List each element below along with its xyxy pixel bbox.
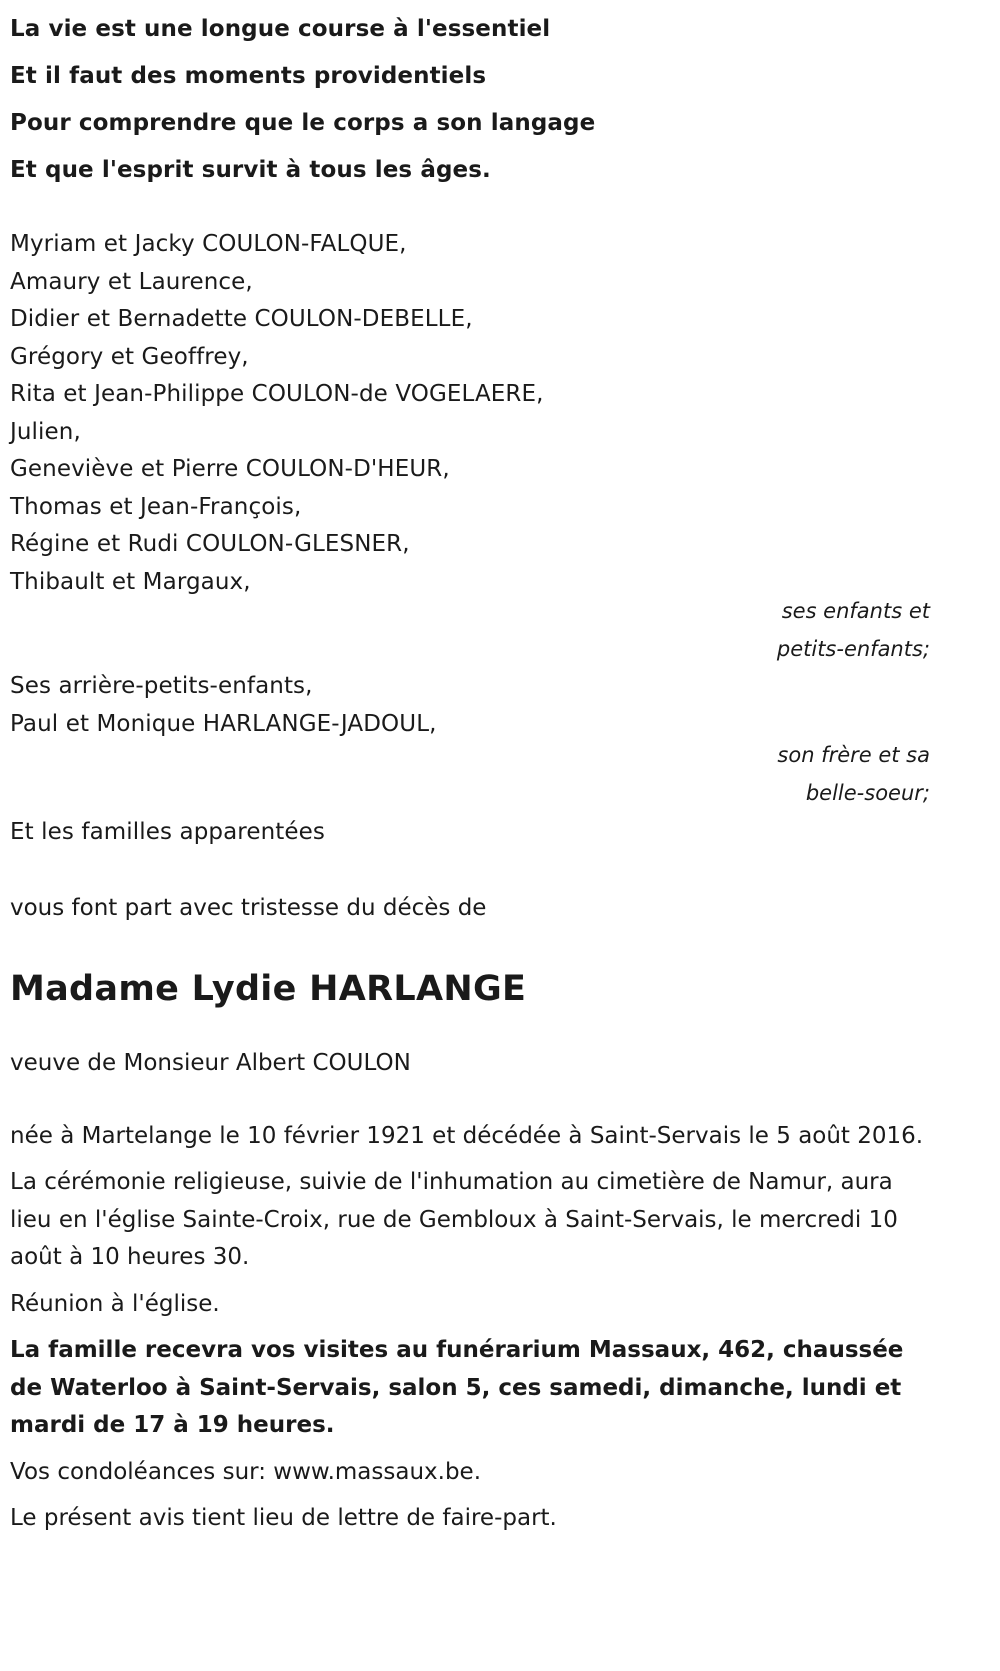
relatives: Et les familles apparentées xyxy=(10,819,325,845)
family-member: Julien, xyxy=(10,418,81,445)
visits-paragraph: La famille recevra vos visites au funérarium Massaux, 462, chaussée de Waterloo à Saint-Servais, salon 5, ces samedi, dimanche, lundi et mardi de 17 à 19 heures. xyxy=(10,1337,904,1438)
family-member: Rita et Jean-Philippe COULON-de VOGELAERE, xyxy=(10,381,544,407)
poem xyxy=(10,0,930,194)
family-member: Régine et Rudi COULON-GLESNER, xyxy=(10,531,410,557)
sibling: Paul et Monique HARLANGE-JADOUL, xyxy=(10,710,437,737)
family-member: Grégory et Geoffrey, xyxy=(10,343,249,370)
family-member: Geneviève et Pierre COULON-D'HEUR, xyxy=(10,456,450,482)
family-member: Didier et Bernadette COULON-DEBELLE, xyxy=(10,306,473,332)
deceased-name: Madame Lydie HARLANGE xyxy=(10,968,527,1009)
family-member: Myriam et Jacky COULON-FALQUE, xyxy=(10,231,407,257)
notice-paragraph: Le présent avis tient lieu de lettre de faire-part. xyxy=(10,1505,557,1531)
relation-line: son frère et sa xyxy=(777,743,930,767)
ceremony-paragraph: La cérémonie religieuse, suivie de l'inhumation au cimetière de Namur, aura lieu en l'église Sainte-Croix, rue de Gembloux à Saint-Servais, le mercredi 10 août à 10 heures 30. xyxy=(10,1169,898,1270)
great-grandchildren: Ses arrière-petits-enfants, xyxy=(10,673,313,699)
poem-line: Et il faut des moments providentiels xyxy=(10,63,487,89)
poem-line: Pour comprendre que le corps a son langage xyxy=(10,110,596,136)
family-member: Thomas et Jean-François, xyxy=(10,493,302,520)
birth-death-paragraph: née à Martelange le 10 février 1921 et décédée à Saint-Servais le 5 août 2016. xyxy=(10,1122,924,1149)
announcement: vous font part avec tristesse du décès de xyxy=(10,894,487,921)
family-member: Thibault et Margaux, xyxy=(10,568,251,595)
children-relation xyxy=(10,593,930,668)
relation-line: ses enfants et xyxy=(781,599,930,623)
obituary-notice xyxy=(10,0,930,1538)
relation-line: belle-soeur; xyxy=(805,780,930,805)
widow-of: veuve de Monsieur Albert COULON xyxy=(10,1049,411,1076)
poem-line: La vie est une longue course à l'essentiel xyxy=(10,16,551,42)
meeting-paragraph: Réunion à l'église. xyxy=(10,1290,220,1317)
family-member: Amaury et Laurence, xyxy=(10,268,253,295)
sibling-relation xyxy=(10,737,930,812)
family-list xyxy=(10,226,930,852)
poem-line: Et que l'esprit survit à tous les âges. xyxy=(10,157,491,183)
condolences-paragraph: Vos condoléances sur: www.massaux.be. xyxy=(10,1458,482,1485)
relation-line: petits-enfants; xyxy=(776,636,930,661)
